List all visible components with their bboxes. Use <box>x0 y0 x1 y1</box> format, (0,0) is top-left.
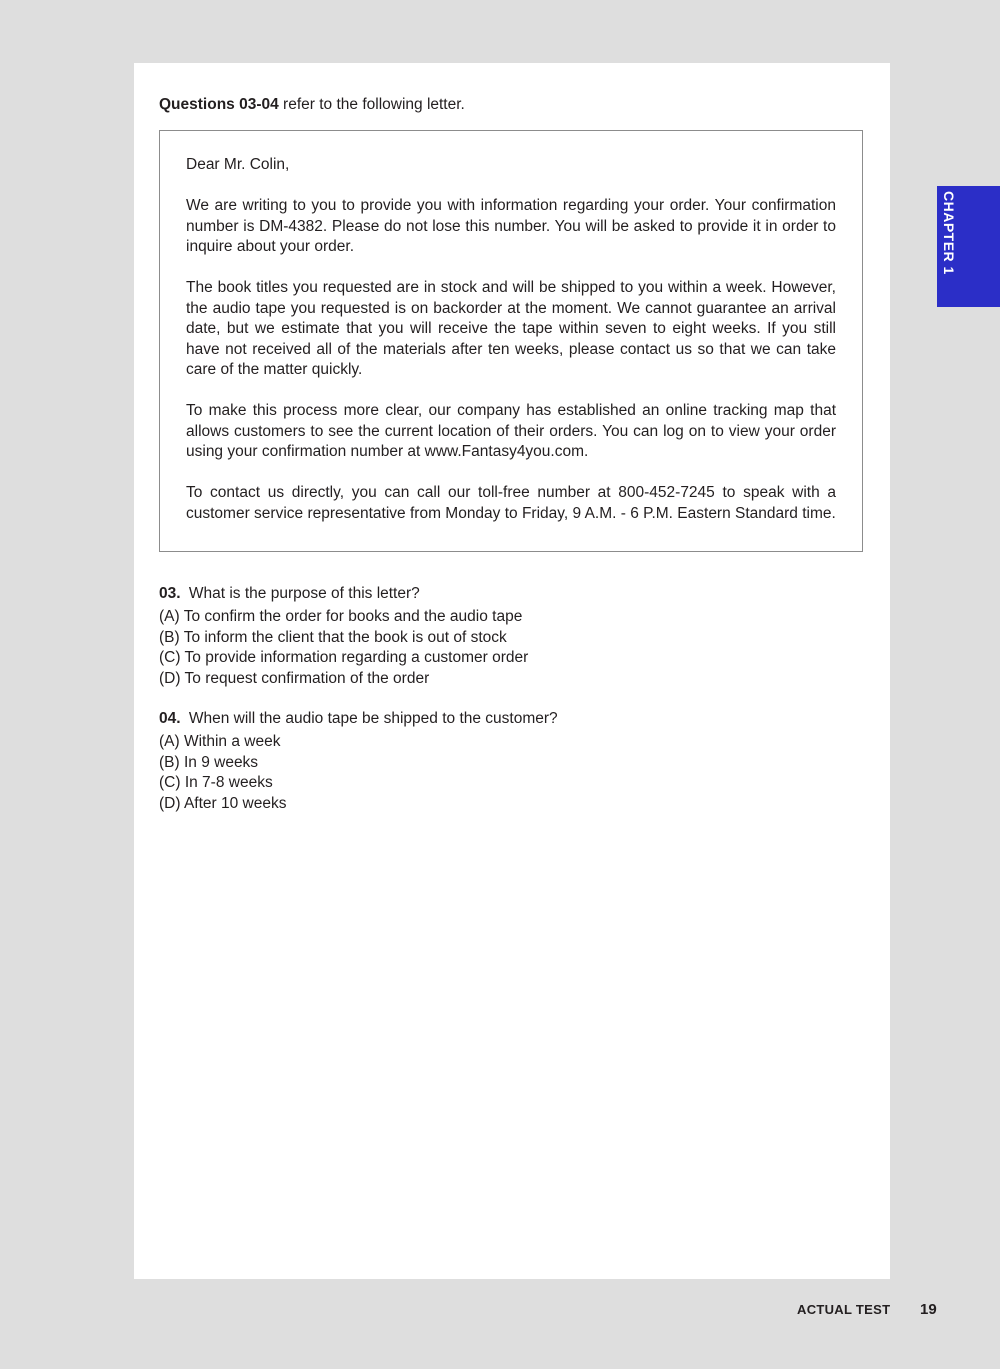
answer-option-d[interactable]: (D) After 10 weeks <box>159 794 287 812</box>
question-stem <box>159 584 859 604</box>
passage-intro-text: refer to the following letter. <box>278 96 465 113</box>
answer-option-b[interactable]: (B) In 9 weeks <box>159 753 259 771</box>
passage-range: Questions 03-04 <box>159 96 279 113</box>
question-number: 03. <box>159 585 181 602</box>
chapter-tab[interactable] <box>937 186 1000 307</box>
answer-option-a[interactable]: (A) Within a week <box>159 733 281 750</box>
question-03 <box>159 584 859 689</box>
answer-option-c[interactable]: (C) To provide information regarding a customer order <box>159 649 529 666</box>
letter-paragraph: The book titles you requested are in stock and will be shipped to you within a week. However, the audio tape you requested is on backorder at the moment. We cannot guarantee an arrival date, but we estimate that you will receive the tape within seven to eight weeks. If you still have not received all of the materials after ten weeks, please contact us so that we can take care of the matter quickly. <box>186 279 836 378</box>
letter-paragraph: To contact us directly, you can call our toll-free number at 800-452-7245 to speak with a customer service representative from Monday to Friday, 9 A.M. - 6 P.M. Eastern Standard time. <box>186 484 836 522</box>
question-text: When will the audio tape be shipped to the customer? <box>188 710 558 727</box>
answer-option-b[interactable]: (B) To inform the client that the book is out of stock <box>159 628 507 646</box>
answer-options <box>159 732 859 814</box>
question-04 <box>159 709 859 814</box>
answer-option-c[interactable]: (C) In 7-8 weeks <box>159 774 273 791</box>
letter-greeting: Dear Mr. Colin, <box>186 156 290 173</box>
page-number: 19 <box>920 1301 937 1318</box>
letter-paragraph: We are writing to you to provide you with information regarding your order. Your confirmation number is DM-4382. Please do not lose this number. You will be asked to provide it in order to inquire about your order. <box>186 197 836 255</box>
page-sheet <box>134 63 890 1279</box>
letter-box <box>159 130 863 552</box>
question-stem <box>159 709 859 729</box>
answer-option-d[interactable]: (D) To request confirmation of the order <box>159 669 430 687</box>
letter-paragraph: To make this process more clear, our company has established an online tracking map that allows customers to see the current location of their orders. You can log on to view your order using your confirmation number at www.Fantasy4you.com. <box>186 402 836 460</box>
chapter-tab-label: CHAPTER 1 <box>941 191 957 275</box>
answer-options <box>159 607 859 689</box>
question-text: What is the purpose of this letter? <box>188 585 420 602</box>
passage-intro <box>159 96 465 114</box>
answer-option-a[interactable]: (A) To confirm the order for books and the audio tape <box>159 608 523 625</box>
footer-section-label: ACTUAL TEST <box>797 1302 891 1317</box>
question-number: 04. <box>159 710 181 727</box>
